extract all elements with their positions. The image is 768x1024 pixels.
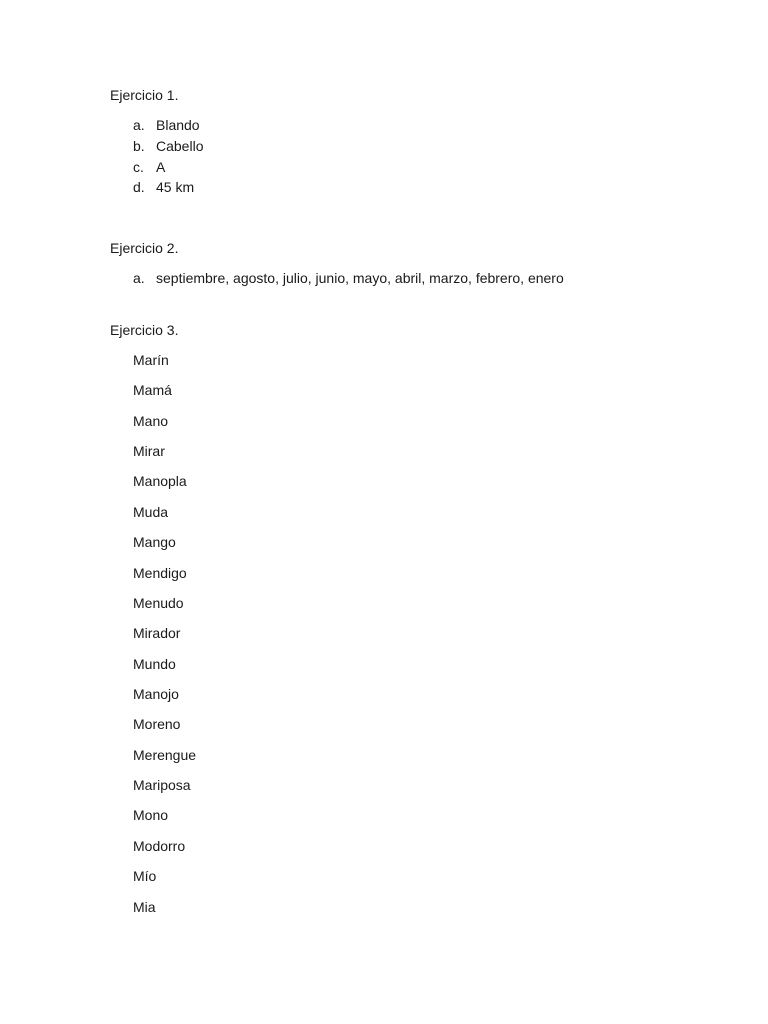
- list-item-text: A: [156, 159, 166, 175]
- word-item: Modorro: [133, 838, 186, 854]
- word-item: Mendigo: [133, 565, 187, 581]
- exercise-2-heading: Ejercicio 2.: [110, 240, 179, 256]
- exercise-1-item-b: [133, 137, 203, 155]
- word-item: Marín: [133, 352, 169, 368]
- word-item: Manopla: [133, 473, 187, 489]
- word-item: Mío: [133, 868, 157, 884]
- exercise-1-item-c: [133, 158, 165, 176]
- exercise-1-item-d: [133, 178, 194, 196]
- list-item-text: septiembre, agosto, julio, junio, mayo, abril, marzo, febrero, enero: [156, 270, 564, 286]
- word-item: Muda: [133, 504, 169, 520]
- word-item: Moreno: [133, 716, 181, 732]
- list-marker: d.: [133, 179, 145, 195]
- list-marker: b.: [133, 138, 145, 154]
- word-item: Mariposa: [133, 777, 191, 793]
- exercise-2-item-a: [133, 269, 564, 287]
- word-item: Mamá: [133, 382, 172, 398]
- list-item-text: Cabello: [156, 138, 204, 154]
- list-marker: a.: [133, 117, 145, 133]
- exercise-1-item-a: [133, 116, 200, 134]
- word-item: Manojo: [133, 686, 179, 702]
- word-item: Mirar: [133, 443, 165, 459]
- word-item: Mundo: [133, 656, 176, 672]
- word-item: Mango: [133, 534, 176, 550]
- word-item: Merengue: [133, 747, 197, 763]
- list-item-text: Blando: [156, 117, 200, 133]
- exercise-1-heading: Ejercicio 1.: [110, 87, 179, 103]
- list-marker: c.: [133, 159, 144, 175]
- word-item: Mono: [133, 807, 169, 823]
- word-item: Mia: [133, 899, 156, 915]
- word-item: Menudo: [133, 595, 184, 611]
- word-item: Mano: [133, 413, 169, 429]
- word-item: Mirador: [133, 625, 181, 641]
- list-marker: a.: [133, 270, 145, 286]
- list-item-text: 45 km: [156, 179, 195, 195]
- exercise-3-heading: Ejercicio 3.: [110, 322, 179, 338]
